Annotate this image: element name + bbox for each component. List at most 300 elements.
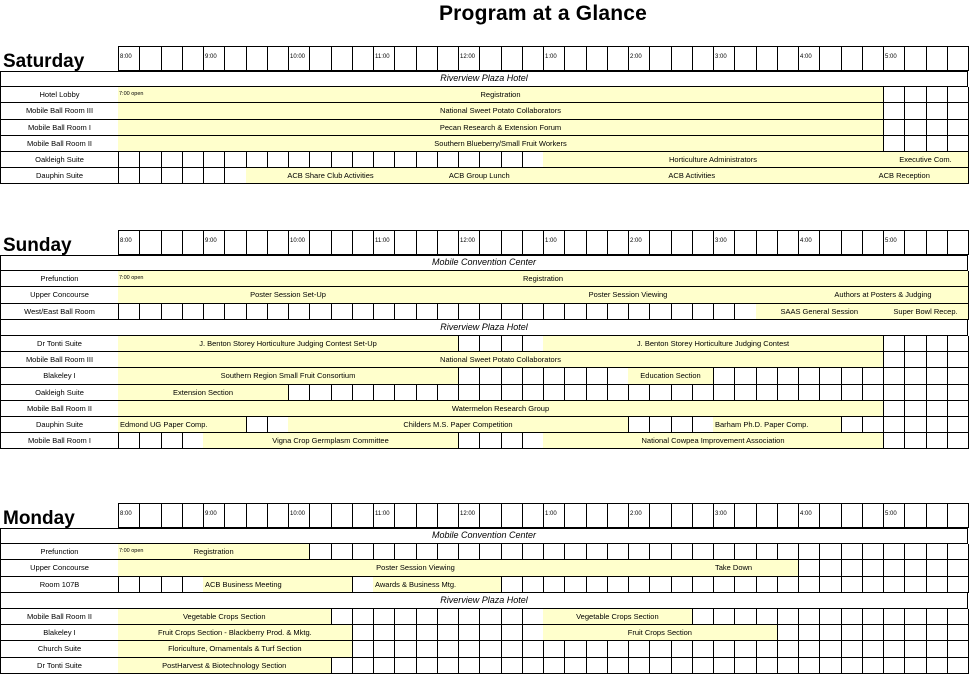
- slot-cell[interactable]: [416, 658, 438, 674]
- slot-cell[interactable]: [224, 168, 246, 184]
- slot-cell[interactable]: [564, 641, 586, 657]
- slot-cell[interactable]: [883, 641, 905, 657]
- slot-cell[interactable]: [883, 385, 905, 401]
- slot-cell[interactable]: [883, 120, 905, 136]
- slot-cell[interactable]: [904, 368, 926, 384]
- slot-cell[interactable]: [649, 577, 671, 593]
- slot-cell[interactable]: [841, 560, 863, 576]
- slot-cell[interactable]: [501, 641, 523, 657]
- slot-cell[interactable]: [862, 385, 884, 401]
- slot-cell[interactable]: [543, 577, 565, 593]
- slot-cell[interactable]: [883, 401, 905, 417]
- slot-cell[interactable]: [926, 120, 948, 136]
- slot-cell[interactable]: [777, 385, 799, 401]
- slot-cell[interactable]: [543, 658, 565, 674]
- slot-cell[interactable]: [947, 87, 969, 103]
- slot-cell[interactable]: [628, 304, 650, 320]
- slot-cell[interactable]: [777, 641, 799, 657]
- slot-cell[interactable]: [926, 352, 948, 368]
- slot-cell[interactable]: [777, 577, 799, 593]
- slot-cell[interactable]: [586, 577, 608, 593]
- slot-cell[interactable]: [139, 304, 161, 320]
- slot-cell[interactable]: [118, 168, 140, 184]
- slot-cell[interactable]: [862, 625, 884, 641]
- slot-cell[interactable]: [926, 87, 948, 103]
- slot-cell[interactable]: [246, 417, 268, 433]
- slot-cell[interactable]: [479, 336, 501, 352]
- slot-cell[interactable]: [628, 544, 650, 560]
- slot-cell[interactable]: [926, 368, 948, 384]
- slot-cell[interactable]: [947, 577, 969, 593]
- slot-cell[interactable]: [904, 87, 926, 103]
- slot-cell[interactable]: [862, 560, 884, 576]
- slot-cell[interactable]: [841, 577, 863, 593]
- slot-cell[interactable]: [841, 544, 863, 560]
- slot-cell[interactable]: [947, 658, 969, 674]
- slot-cell[interactable]: [649, 641, 671, 657]
- slot-cell[interactable]: [543, 544, 565, 560]
- slot-cell[interactable]: [756, 577, 778, 593]
- event-block[interactable]: [118, 609, 332, 625]
- slot-cell[interactable]: [713, 658, 735, 674]
- slot-cell[interactable]: [883, 625, 905, 641]
- slot-cell[interactable]: [692, 641, 714, 657]
- event-block[interactable]: [458, 287, 799, 303]
- slot-cell[interactable]: [607, 658, 629, 674]
- slot-cell[interactable]: [479, 304, 501, 320]
- slot-cell[interactable]: [926, 433, 948, 449]
- slot-cell[interactable]: [352, 641, 374, 657]
- slot-cell[interactable]: [267, 152, 289, 168]
- slot-cell[interactable]: [564, 385, 586, 401]
- event-block[interactable]: [841, 168, 969, 184]
- slot-cell[interactable]: [203, 152, 225, 168]
- slot-cell[interactable]: [883, 136, 905, 152]
- slot-cell[interactable]: [479, 368, 501, 384]
- slot-cell[interactable]: [628, 641, 650, 657]
- slot-cell[interactable]: [437, 658, 459, 674]
- slot-cell[interactable]: [203, 168, 225, 184]
- slot-cell[interactable]: [522, 152, 544, 168]
- slot-cell[interactable]: [883, 417, 905, 433]
- slot-cell[interactable]: [501, 385, 523, 401]
- slot-cell[interactable]: [182, 152, 204, 168]
- slot-cell[interactable]: [458, 433, 480, 449]
- slot-cell[interactable]: [501, 577, 523, 593]
- slot-cell[interactable]: [394, 641, 416, 657]
- slot-cell[interactable]: [394, 385, 416, 401]
- slot-cell[interactable]: [458, 658, 480, 674]
- slot-cell[interactable]: [352, 658, 374, 674]
- slot-cell[interactable]: [756, 385, 778, 401]
- slot-cell[interactable]: [734, 544, 756, 560]
- slot-cell[interactable]: [904, 609, 926, 625]
- slot-cell[interactable]: [458, 304, 480, 320]
- slot-cell[interactable]: [373, 641, 395, 657]
- event-block[interactable]: [118, 560, 714, 576]
- event-block[interactable]: [373, 577, 502, 593]
- event-block[interactable]: [118, 368, 459, 384]
- slot-cell[interactable]: [883, 560, 905, 576]
- slot-cell[interactable]: [883, 103, 905, 119]
- slot-cell[interactable]: [586, 385, 608, 401]
- slot-cell[interactable]: [501, 152, 523, 168]
- slot-cell[interactable]: [862, 658, 884, 674]
- slot-cell[interactable]: [798, 544, 820, 560]
- slot-cell[interactable]: [904, 352, 926, 368]
- slot-cell[interactable]: [883, 658, 905, 674]
- event-block[interactable]: [713, 560, 799, 576]
- slot-cell[interactable]: [756, 609, 778, 625]
- slot-cell[interactable]: [862, 368, 884, 384]
- slot-cell[interactable]: [734, 304, 756, 320]
- slot-cell[interactable]: [904, 336, 926, 352]
- slot-cell[interactable]: [479, 641, 501, 657]
- event-block[interactable]: [203, 433, 459, 449]
- slot-cell[interactable]: [118, 577, 140, 593]
- event-block[interactable]: [203, 577, 353, 593]
- slot-cell[interactable]: [458, 544, 480, 560]
- slot-cell[interactable]: [713, 577, 735, 593]
- slot-cell[interactable]: [458, 336, 480, 352]
- slot-cell[interactable]: [246, 304, 268, 320]
- slot-cell[interactable]: [458, 385, 480, 401]
- slot-cell[interactable]: [394, 609, 416, 625]
- slot-cell[interactable]: [501, 368, 523, 384]
- slot-cell[interactable]: [586, 368, 608, 384]
- slot-cell[interactable]: [161, 433, 183, 449]
- slot-cell[interactable]: [373, 609, 395, 625]
- event-block[interactable]: [118, 87, 884, 103]
- slot-cell[interactable]: [692, 609, 714, 625]
- slot-cell[interactable]: [904, 120, 926, 136]
- slot-cell[interactable]: [373, 544, 395, 560]
- slot-cell[interactable]: [352, 544, 374, 560]
- slot-cell[interactable]: [522, 368, 544, 384]
- slot-cell[interactable]: [458, 625, 480, 641]
- event-block[interactable]: [288, 417, 629, 433]
- slot-cell[interactable]: [458, 368, 480, 384]
- slot-cell[interactable]: [458, 152, 480, 168]
- slot-cell[interactable]: [118, 152, 140, 168]
- slot-cell[interactable]: [926, 544, 948, 560]
- slot-cell[interactable]: [267, 417, 289, 433]
- slot-cell[interactable]: [352, 385, 374, 401]
- slot-cell[interactable]: [586, 304, 608, 320]
- slot-cell[interactable]: [798, 560, 820, 576]
- slot-cell[interactable]: [947, 136, 969, 152]
- slot-cell[interactable]: [288, 304, 310, 320]
- slot-cell[interactable]: [139, 577, 161, 593]
- slot-cell[interactable]: [926, 641, 948, 657]
- slot-cell[interactable]: [331, 658, 353, 674]
- slot-cell[interactable]: [139, 152, 161, 168]
- slot-cell[interactable]: [883, 336, 905, 352]
- slot-cell[interactable]: [926, 136, 948, 152]
- slot-cell[interactable]: [416, 544, 438, 560]
- slot-cell[interactable]: [947, 352, 969, 368]
- slot-cell[interactable]: [798, 577, 820, 593]
- slot-cell[interactable]: [522, 577, 544, 593]
- slot-cell[interactable]: [692, 417, 714, 433]
- slot-cell[interactable]: [607, 577, 629, 593]
- slot-cell[interactable]: [373, 385, 395, 401]
- slot-cell[interactable]: [841, 641, 863, 657]
- slot-cell[interactable]: [628, 577, 650, 593]
- slot-cell[interactable]: [841, 625, 863, 641]
- slot-cell[interactable]: [819, 577, 841, 593]
- slot-cell[interactable]: [586, 641, 608, 657]
- slot-cell[interactable]: [883, 544, 905, 560]
- slot-cell[interactable]: [649, 417, 671, 433]
- slot-cell[interactable]: [161, 304, 183, 320]
- slot-cell[interactable]: [713, 641, 735, 657]
- slot-cell[interactable]: [904, 544, 926, 560]
- slot-cell[interactable]: [416, 641, 438, 657]
- event-block[interactable]: [543, 168, 842, 184]
- slot-cell[interactable]: [161, 168, 183, 184]
- slot-cell[interactable]: [182, 433, 204, 449]
- slot-cell[interactable]: [479, 544, 501, 560]
- slot-cell[interactable]: [883, 609, 905, 625]
- slot-cell[interactable]: [883, 577, 905, 593]
- slot-cell[interactable]: [331, 609, 353, 625]
- slot-cell[interactable]: [713, 304, 735, 320]
- slot-cell[interactable]: [501, 304, 523, 320]
- slot-cell[interactable]: [841, 658, 863, 674]
- slot-cell[interactable]: [883, 368, 905, 384]
- slot-cell[interactable]: [522, 433, 544, 449]
- slot-cell[interactable]: [543, 385, 565, 401]
- slot-cell[interactable]: [437, 641, 459, 657]
- event-block[interactable]: [416, 168, 545, 184]
- slot-cell[interactable]: [926, 625, 948, 641]
- slot-cell[interactable]: [394, 152, 416, 168]
- slot-cell[interactable]: [522, 625, 544, 641]
- event-block[interactable]: [118, 544, 310, 560]
- slot-cell[interactable]: [904, 560, 926, 576]
- slot-cell[interactable]: [394, 304, 416, 320]
- slot-cell[interactable]: [267, 304, 289, 320]
- slot-cell[interactable]: [841, 417, 863, 433]
- slot-cell[interactable]: [628, 417, 650, 433]
- slot-cell[interactable]: [649, 544, 671, 560]
- event-block[interactable]: [246, 168, 417, 184]
- slot-cell[interactable]: [437, 544, 459, 560]
- slot-cell[interactable]: [586, 658, 608, 674]
- slot-cell[interactable]: [607, 544, 629, 560]
- slot-cell[interactable]: [777, 544, 799, 560]
- slot-cell[interactable]: [522, 304, 544, 320]
- slot-cell[interactable]: [904, 641, 926, 657]
- event-block[interactable]: [756, 304, 885, 320]
- slot-cell[interactable]: [692, 385, 714, 401]
- slot-cell[interactable]: [756, 658, 778, 674]
- slot-cell[interactable]: [373, 152, 395, 168]
- slot-cell[interactable]: [543, 304, 565, 320]
- slot-cell[interactable]: [883, 352, 905, 368]
- slot-cell[interactable]: [352, 609, 374, 625]
- slot-cell[interactable]: [819, 368, 841, 384]
- slot-cell[interactable]: [819, 609, 841, 625]
- slot-cell[interactable]: [564, 658, 586, 674]
- slot-cell[interactable]: [777, 625, 799, 641]
- slot-cell[interactable]: [713, 385, 735, 401]
- slot-cell[interactable]: [522, 385, 544, 401]
- slot-cell[interactable]: [926, 401, 948, 417]
- slot-cell[interactable]: [331, 385, 353, 401]
- slot-cell[interactable]: [416, 304, 438, 320]
- slot-cell[interactable]: [713, 609, 735, 625]
- slot-cell[interactable]: [798, 658, 820, 674]
- slot-cell[interactable]: [479, 385, 501, 401]
- event-block[interactable]: [543, 152, 884, 168]
- slot-cell[interactable]: [819, 560, 841, 576]
- slot-cell[interactable]: [841, 609, 863, 625]
- slot-cell[interactable]: [734, 658, 756, 674]
- slot-cell[interactable]: [947, 401, 969, 417]
- slot-cell[interactable]: [947, 385, 969, 401]
- slot-cell[interactable]: [607, 368, 629, 384]
- slot-cell[interactable]: [564, 577, 586, 593]
- slot-cell[interactable]: [798, 385, 820, 401]
- slot-cell[interactable]: [692, 544, 714, 560]
- slot-cell[interactable]: [586, 544, 608, 560]
- slot-cell[interactable]: [331, 544, 353, 560]
- slot-cell[interactable]: [352, 577, 374, 593]
- slot-cell[interactable]: [501, 433, 523, 449]
- slot-cell[interactable]: [756, 368, 778, 384]
- slot-cell[interactable]: [288, 152, 310, 168]
- slot-cell[interactable]: [798, 625, 820, 641]
- slot-cell[interactable]: [734, 641, 756, 657]
- slot-cell[interactable]: [203, 304, 225, 320]
- slot-cell[interactable]: [161, 577, 183, 593]
- slot-cell[interactable]: [501, 544, 523, 560]
- slot-cell[interactable]: [182, 577, 204, 593]
- slot-cell[interactable]: [904, 417, 926, 433]
- slot-cell[interactable]: [904, 433, 926, 449]
- slot-cell[interactable]: [947, 103, 969, 119]
- slot-cell[interactable]: [522, 544, 544, 560]
- slot-cell[interactable]: [692, 304, 714, 320]
- slot-cell[interactable]: [607, 304, 629, 320]
- slot-cell[interactable]: [777, 609, 799, 625]
- slot-cell[interactable]: [947, 641, 969, 657]
- slot-cell[interactable]: [926, 103, 948, 119]
- slot-cell[interactable]: [437, 625, 459, 641]
- slot-cell[interactable]: [713, 544, 735, 560]
- slot-cell[interactable]: [309, 152, 331, 168]
- slot-cell[interactable]: [947, 368, 969, 384]
- slot-cell[interactable]: [713, 368, 735, 384]
- slot-cell[interactable]: [394, 658, 416, 674]
- slot-cell[interactable]: [671, 641, 693, 657]
- slot-cell[interactable]: [479, 658, 501, 674]
- slot-cell[interactable]: [309, 304, 331, 320]
- slot-cell[interactable]: [331, 152, 353, 168]
- slot-cell[interactable]: [501, 625, 523, 641]
- slot-cell[interactable]: [416, 385, 438, 401]
- event-block[interactable]: [118, 401, 884, 417]
- slot-cell[interactable]: [734, 385, 756, 401]
- slot-cell[interactable]: [841, 368, 863, 384]
- slot-cell[interactable]: [947, 336, 969, 352]
- slot-cell[interactable]: [479, 433, 501, 449]
- event-block[interactable]: [118, 336, 459, 352]
- slot-cell[interactable]: [501, 609, 523, 625]
- slot-cell[interactable]: [819, 385, 841, 401]
- slot-cell[interactable]: [756, 544, 778, 560]
- slot-cell[interactable]: [883, 433, 905, 449]
- slot-cell[interactable]: [479, 625, 501, 641]
- slot-cell[interactable]: [671, 417, 693, 433]
- event-block[interactable]: [118, 271, 969, 287]
- event-block[interactable]: [543, 625, 778, 641]
- slot-cell[interactable]: [416, 609, 438, 625]
- slot-cell[interactable]: [416, 625, 438, 641]
- event-block[interactable]: [118, 641, 353, 657]
- slot-cell[interactable]: [182, 304, 204, 320]
- slot-cell[interactable]: [352, 304, 374, 320]
- slot-cell[interactable]: [947, 625, 969, 641]
- slot-cell[interactable]: [458, 609, 480, 625]
- slot-cell[interactable]: [309, 544, 331, 560]
- slot-cell[interactable]: [373, 658, 395, 674]
- slot-cell[interactable]: [607, 385, 629, 401]
- slot-cell[interactable]: [904, 625, 926, 641]
- slot-cell[interactable]: [862, 577, 884, 593]
- slot-cell[interactable]: [904, 658, 926, 674]
- event-block[interactable]: [118, 658, 332, 674]
- slot-cell[interactable]: [437, 385, 459, 401]
- slot-cell[interactable]: [182, 168, 204, 184]
- slot-cell[interactable]: [394, 625, 416, 641]
- slot-cell[interactable]: [224, 152, 246, 168]
- slot-cell[interactable]: [501, 336, 523, 352]
- slot-cell[interactable]: [479, 609, 501, 625]
- slot-cell[interactable]: [734, 577, 756, 593]
- event-block[interactable]: [543, 433, 884, 449]
- slot-cell[interactable]: [522, 641, 544, 657]
- event-block[interactable]: [543, 609, 693, 625]
- slot-cell[interactable]: [692, 658, 714, 674]
- slot-cell[interactable]: [671, 577, 693, 593]
- slot-cell[interactable]: [288, 385, 310, 401]
- slot-cell[interactable]: [139, 433, 161, 449]
- event-block[interactable]: [118, 103, 884, 119]
- slot-cell[interactable]: [437, 304, 459, 320]
- slot-cell[interactable]: [501, 658, 523, 674]
- slot-cell[interactable]: [947, 433, 969, 449]
- event-block[interactable]: [713, 417, 842, 433]
- slot-cell[interactable]: [437, 152, 459, 168]
- slot-cell[interactable]: [904, 401, 926, 417]
- slot-cell[interactable]: [543, 641, 565, 657]
- event-block[interactable]: [118, 625, 353, 641]
- slot-cell[interactable]: [819, 544, 841, 560]
- slot-cell[interactable]: [437, 609, 459, 625]
- slot-cell[interactable]: [798, 368, 820, 384]
- slot-cell[interactable]: [118, 433, 140, 449]
- event-block[interactable]: [118, 136, 884, 152]
- event-block[interactable]: [118, 385, 289, 401]
- slot-cell[interactable]: [628, 385, 650, 401]
- slot-cell[interactable]: [458, 641, 480, 657]
- slot-cell[interactable]: [926, 417, 948, 433]
- slot-cell[interactable]: [373, 625, 395, 641]
- slot-cell[interactable]: [373, 304, 395, 320]
